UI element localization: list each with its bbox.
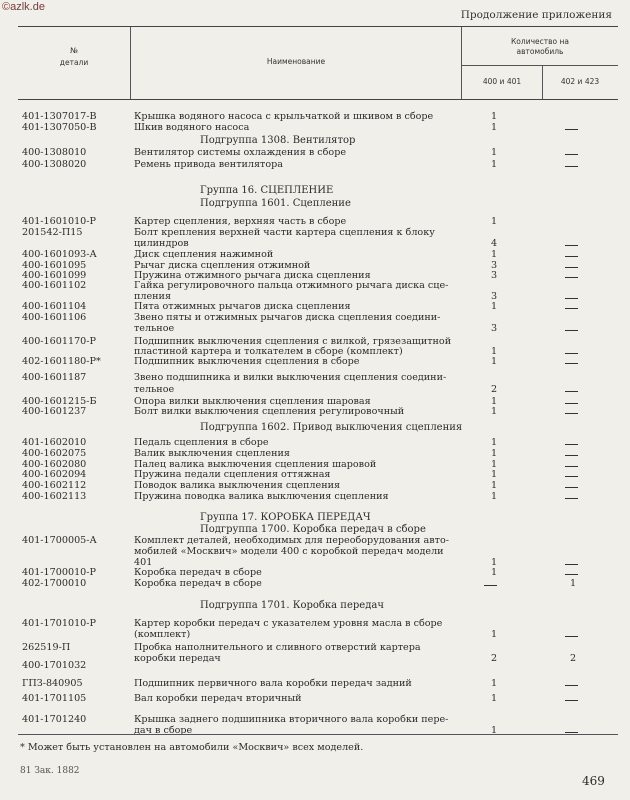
group-heading: Подгруппа 1701. Коробка передач — [200, 600, 384, 611]
part-name: 401 — [134, 557, 153, 568]
part-name: (комплект) — [134, 629, 191, 640]
quantity-column-label: Количество на автомобиль — [510, 37, 569, 56]
qty-402-423 — [565, 574, 578, 575]
part-number: 400-1601187 — [22, 372, 87, 383]
qty-400-401: 1 — [491, 469, 498, 480]
part-name: тельное — [134, 323, 175, 334]
part-name: цилиндров — [134, 238, 189, 249]
part-number: 400-1601093-А — [22, 249, 97, 260]
qty-400-401: 3 — [491, 270, 498, 281]
qty-400-401: 1 — [491, 249, 498, 260]
table-header — [18, 26, 618, 100]
qty-400-401: 1 — [491, 629, 498, 640]
part-number: 400-1602080 — [22, 459, 87, 470]
part-name: Крышка заднего подшипника вторичного вала коробки пере- — [134, 714, 449, 725]
part-name: Болт крепления верхней части картера сцепления к блоку — [134, 227, 435, 238]
qty-402-423 — [565, 245, 578, 246]
name-column-label: Наименование — [266, 57, 326, 66]
qty-402-423 — [565, 391, 578, 392]
part-name: Коробка передач в сборе — [134, 567, 262, 578]
qty-402-423 — [565, 353, 578, 354]
part-name: Опора вилки выключения сцепления шаровая — [134, 396, 371, 407]
part-number: 400-1601104 — [22, 301, 87, 312]
qty-402-423: 2 — [570, 653, 577, 664]
part-name: Вал коробки передач вторичный — [134, 693, 302, 704]
qty-400-401: 4 — [491, 238, 498, 249]
part-name: Крышка водяного насоса с крыльчаткой и шкивом в сборе — [134, 111, 434, 122]
qty-400-401: 1 — [491, 216, 498, 227]
part-name: тельное — [134, 384, 175, 395]
column-400-401: 400 и 401 — [482, 77, 522, 86]
qty-400-401: 1 — [491, 557, 498, 568]
group-heading: Подгруппа 1308. Вентилятор — [200, 135, 356, 146]
part-name: Картер сцепления, верхняя часть в сборе — [134, 216, 347, 227]
qty-402-423 — [565, 330, 578, 331]
part-number: 401-1602010 — [22, 437, 87, 448]
qty-402-423 — [565, 455, 578, 456]
qty-402-423 — [565, 413, 578, 414]
qty-400-401: 3 — [491, 323, 498, 334]
part-number: 402-1601180-Р* — [22, 356, 101, 367]
number-column-label: № детали — [59, 46, 89, 67]
qty-402-423 — [565, 166, 578, 167]
part-number: 400-1601215-Б — [22, 396, 97, 407]
qty-400-401: 1 — [491, 406, 498, 417]
qty-402-423 — [565, 277, 578, 278]
part-number: 400-1601095 — [22, 260, 87, 271]
part-number: 402-1700010 — [22, 578, 87, 589]
part-number: 401-1700005-А — [22, 535, 97, 546]
qty-400-401: 1 — [491, 693, 498, 704]
qty-402-423 — [565, 444, 578, 445]
qty-400-401: 1 — [491, 159, 498, 170]
qty-400-401: 1 — [491, 301, 498, 312]
part-name: Ремень привода вентилятора — [134, 159, 283, 170]
group-heading: Группа 16. СЦЕПЛЕНИЕ — [200, 185, 334, 196]
part-name: Болт вилки выключения сцепления регулировочный — [134, 406, 405, 417]
part-name: Шкив водяного насоса — [134, 122, 250, 133]
qty-402-423 — [565, 636, 578, 637]
part-number: 401-1701240 — [22, 714, 87, 725]
part-name: Палец валика выключения сцепления шаровой — [134, 459, 377, 470]
part-number: 400-1601102 — [22, 280, 87, 291]
qty-400-401: 1 — [491, 122, 498, 133]
qty-402-423 — [565, 154, 578, 155]
header-divider — [461, 65, 618, 66]
part-number: 401-1307017-В — [22, 111, 97, 122]
part-number: 262519-П — [22, 642, 71, 653]
qty-402-423 — [565, 685, 578, 686]
qty-400-401: 2 — [491, 384, 498, 395]
part-name: Гайка регулировочного пальца отжимного рычага диска сце- — [134, 280, 449, 291]
qty-400-401: 1 — [491, 346, 498, 357]
qty-402-423 — [565, 298, 578, 299]
qty-402-423 — [565, 267, 578, 268]
qty-400-401: 1 — [491, 725, 498, 736]
part-number: 400-1701032 — [22, 660, 87, 671]
part-name: Подшипник выключения сцепления в сборе — [134, 356, 360, 367]
qty-400-401: 1 — [491, 459, 498, 470]
footnote-rule — [18, 734, 618, 735]
qty-400-401: 1 — [491, 678, 498, 689]
qty-402-423 — [565, 363, 578, 364]
group-heading: Подгруппа 1601. Сцепление — [200, 198, 351, 209]
part-name: Коробка передач в сборе — [134, 578, 262, 589]
page-number: 469 — [582, 774, 605, 788]
column-402-423: 402 и 423 — [560, 77, 600, 86]
part-name: Пружина отжимного рычага диска сцепления — [134, 270, 371, 281]
part-number: 401-1700010-Р — [22, 567, 96, 578]
part-number: 400-1602075 — [22, 448, 87, 459]
continuation-label: Продолжение приложения — [460, 9, 612, 21]
qty-402-423 — [565, 700, 578, 701]
part-number: 400-1601106 — [22, 312, 87, 323]
part-name: Диск сцепления нажимной — [134, 249, 274, 260]
qty-400-401 — [484, 585, 497, 586]
qty-402-423: 1 — [570, 578, 577, 589]
part-number: 401-1701010-Р — [22, 618, 96, 629]
part-name: дач в сборе — [134, 725, 193, 736]
qty-400-401: 3 — [491, 291, 498, 302]
qty-400-401: 1 — [491, 111, 498, 122]
part-number: 400-1602112 — [22, 480, 87, 491]
qty-400-401: 1 — [491, 448, 498, 459]
watermark: ©azlk.de — [2, 1, 45, 13]
qty-400-401: 1 — [491, 480, 498, 491]
qty-400-401: 1 — [491, 491, 498, 502]
part-name: Пробка наполнительного и сливного отверстий картера — [134, 642, 421, 653]
part-number: 400-1601170-Р — [22, 336, 96, 347]
group-heading: Подгруппа 1602. Привод выключения сцепления — [200, 422, 463, 433]
qty-402-423 — [565, 403, 578, 404]
part-name: пления — [134, 291, 172, 302]
part-name: Подшипник выключения сцепления с вилкой, грязезащитной — [134, 336, 452, 347]
footnote: * Может быть установлен на автомобили «Москвич» всех моделей. — [20, 742, 364, 753]
qty-402-423 — [565, 256, 578, 257]
part-number: 400-1601099 — [22, 270, 87, 281]
group-heading: Подгруппа 1700. Коробка передач в сборе — [200, 524, 426, 535]
qty-402-423 — [565, 487, 578, 488]
qty-402-423 — [565, 466, 578, 467]
part-name: Звено подшипника и вилки выключения сцепления соедини- — [134, 372, 447, 383]
part-number: 201542-П15 — [22, 227, 83, 238]
qty-400-401: 1 — [491, 396, 498, 407]
part-number: 400-1308020 — [22, 159, 87, 170]
part-name: коробки передач — [134, 653, 221, 664]
part-name: Вентилятор системы охлаждения в сборе — [134, 147, 347, 158]
part-name: Педаль сцепления в сборе — [134, 437, 269, 448]
part-number: 401-1307050-В — [22, 122, 97, 133]
part-name: Пружина поводка валика выключения сцепления — [134, 491, 389, 502]
group-heading: Группа 17. КОРОБКА ПЕРЕДАЧ — [200, 512, 371, 523]
part-name: Рычаг диска сцепления отжимной — [134, 260, 311, 271]
part-number: 400-1602113 — [22, 491, 87, 502]
qty-400-401: 2 — [491, 653, 498, 664]
part-name: Пружина педали сцепления оттяжная — [134, 469, 331, 480]
part-number: 400-1601237 — [22, 406, 87, 417]
part-name: пластиной картера и толкателем в сборе (комплект) — [134, 346, 403, 357]
qty-402-423 — [565, 476, 578, 477]
part-name: Подшипник первичного вала коробки передач задний — [134, 678, 412, 689]
part-name: Комплект деталей, необходимых для переоборудования авто- — [134, 535, 449, 546]
part-name: Пята отжимных рычагов диска сцепления — [134, 301, 351, 312]
part-name: Картер коробки передач с указателем уровня масла в сборе — [134, 618, 443, 629]
part-name: Звено пяты и отжимных рычагов диска сцепления соедини- — [134, 312, 441, 323]
part-name: мобилей «Москвич» модели 400 с коробкой передач модели — [134, 546, 444, 557]
qty-400-401: 1 — [491, 567, 498, 578]
qty-400-401: 1 — [491, 437, 498, 448]
qty-400-401: 1 — [491, 356, 498, 367]
part-name: Валик выключения сцепления — [134, 448, 290, 459]
qty-400-401: 3 — [491, 260, 498, 271]
qty-402-423 — [565, 732, 578, 733]
qty-402-423 — [565, 498, 578, 499]
qty-400-401: 1 — [491, 147, 498, 158]
part-number: 401-1701105 — [22, 693, 87, 704]
qty-402-423 — [565, 308, 578, 309]
qty-402-423 — [565, 564, 578, 565]
print-info: 81 Зак. 1882 — [20, 766, 80, 776]
part-number: 400-1602094 — [22, 469, 87, 480]
part-number: 401-1601010-Р — [22, 216, 96, 227]
part-name: Поводок валика выключения сцепления — [134, 480, 341, 491]
part-number: ГПЗ-840905 — [22, 678, 83, 689]
qty-402-423 — [565, 129, 578, 130]
part-number: 400-1308010 — [22, 147, 87, 158]
